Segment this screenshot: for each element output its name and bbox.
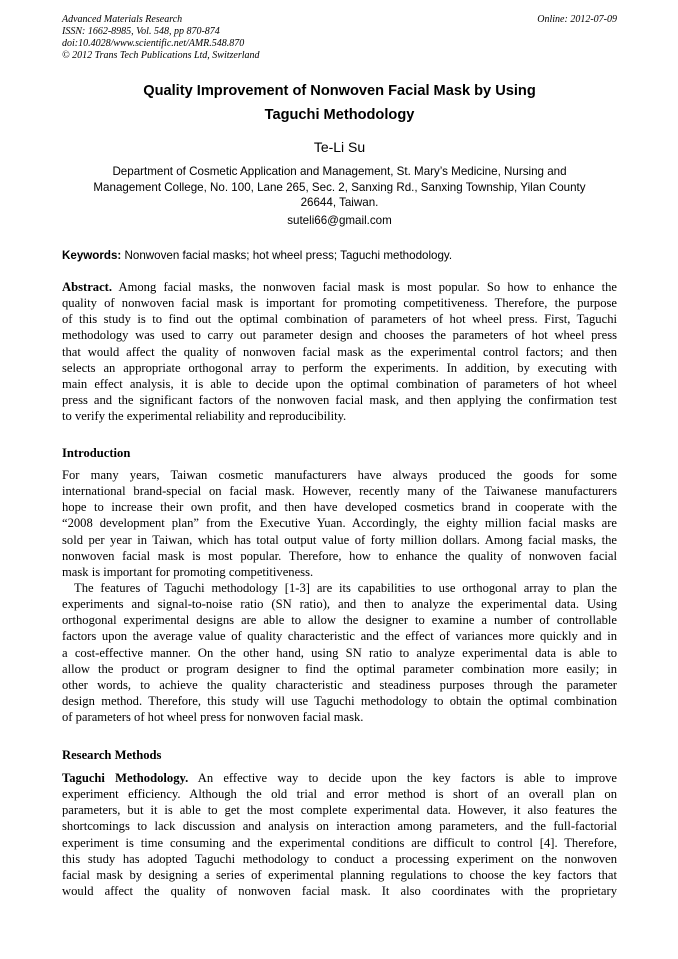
intro-line: “2008 development plan” from the Executive Yuan. Accordingly, the eighty million facial masks are bbox=[62, 516, 617, 531]
intro-line: mask is important for promoting competitiveness. bbox=[62, 564, 314, 579]
abstract-line: of this study is to find out the optimal combination of parameters of hot wheel press. First, Taguchi bbox=[62, 312, 617, 327]
title-line: Quality Improvement of Nonwoven Facial Mask by Using bbox=[143, 83, 536, 99]
intro-line: experiments and signal-to-noise ratio (SN ratio), and then to analyze the experimental data. Using bbox=[62, 597, 617, 612]
methods-line: this study has adopted Taguchi methodology to conduct a processing experiment on the nonwoven bbox=[62, 851, 617, 866]
intro-line: of parameters of hot wheel press for nonwoven facial mask. bbox=[62, 710, 364, 725]
intro-line: design method. Therefore, this study will use Taguchi methodology to obtain the optimal combination bbox=[62, 693, 617, 708]
abstract-line: to verify the experimental reliability and reproducibility. bbox=[62, 409, 347, 424]
abstract-line: that would affect the quality of nonwoven facial mask as the experimental control factors; and then bbox=[62, 344, 617, 359]
paper-author: Te-Li Su bbox=[313, 139, 366, 155]
affiliation-line: 26644, Taiwan. bbox=[300, 196, 379, 209]
methods-line: experiment is time consuming and the experimental conditions are difficult to control [4]. Therefore, bbox=[62, 835, 617, 850]
methods-line: An effective way to decide upon the key factors is able to improve bbox=[188, 771, 617, 785]
introduction-paragraph-2 bbox=[62, 580, 617, 725]
methods-paragraph bbox=[62, 770, 617, 899]
author-affiliation bbox=[62, 164, 617, 211]
methods-line: would affect the quality of nonwoven facial mask. It also coordinates with the proprietary bbox=[62, 883, 617, 898]
keywords-label: Keywords: bbox=[62, 249, 122, 262]
journal-copyright: © 2012 Trans Tech Publications Ltd, Switzerland bbox=[62, 50, 260, 61]
paper-title bbox=[62, 79, 617, 127]
intro-line: hope to increase their own profit, and then have developed cosmetics brand in cooperate with the bbox=[62, 500, 617, 515]
section-heading-research-methods: Research Methods bbox=[62, 748, 162, 762]
abstract-line: selects an appropriate orthogonal array to perform the experiments. In addition, by executing with bbox=[62, 360, 617, 375]
methods-line: experiment efficiency. Although the old trial and error method is short of an overall plan on bbox=[62, 787, 617, 802]
intro-line: nonwoven facial mask is most popular. Therefore, how to enhance the quality of nonwoven facial bbox=[62, 548, 617, 563]
methods-line: parameters, but it is able to get the most complete experimental data. However, it also features the bbox=[62, 803, 617, 818]
abstract-label: Abstract. bbox=[62, 280, 113, 294]
intro-line: The features of Taguchi methodology [1-3] are its capabilities to use orthogonal array to plan the bbox=[74, 581, 617, 595]
methods-label: Taguchi Methodology. bbox=[62, 771, 189, 785]
intro-line: international brand-special on facial mask. However, recently many of the Taiwanese manufacturers bbox=[62, 484, 617, 499]
journal-header bbox=[62, 14, 617, 62]
author-email: suteli66@gmail.com bbox=[287, 214, 392, 227]
intro-line: factors upon the average value of quality characteristic and the effect of variances more quickly and in bbox=[62, 629, 617, 644]
abstract bbox=[62, 279, 617, 424]
keywords bbox=[62, 249, 617, 262]
intro-line: a cost-effective manner. On the other hand, using SN ratio to analyze experimental data is able to bbox=[62, 645, 617, 660]
journal-doi: doi:10.4028/www.scientific.net/AMR.548.870 bbox=[62, 38, 245, 49]
abstract-line: Among facial masks, the nonwoven facial mask is most popular. So how to enhance the bbox=[112, 280, 617, 294]
abstract-line: methodology was used to carry out parameter design and chooses the parameters of hot wheel press bbox=[62, 328, 617, 343]
journal-issn: ISSN: 1662-8985, Vol. 548, pp 870-874 bbox=[62, 26, 220, 37]
intro-line: other words, to achieve the quality characteristic and steadiness purposes through the parameter bbox=[62, 677, 617, 692]
affiliation-line: Department of Cosmetic Application and Management, St. Mary’s Medicine, Nursing and bbox=[112, 165, 567, 178]
intro-line: For many years, Taiwan cosmetic manufacturers have always produced the goods for some bbox=[62, 468, 617, 482]
keywords-text: Nonwoven facial masks; hot wheel press; Taguchi methodology. bbox=[121, 249, 453, 262]
methods-line: facial mask by designing a series of experimental planning regulations to choose the key factors that bbox=[62, 867, 617, 882]
journal-name: Advanced Materials Research bbox=[62, 14, 183, 25]
abstract-line: press and the significant factors of the nonwoven facial mask, and then applying the confirmation test bbox=[62, 392, 617, 407]
affiliation-line: Management College, No. 100, Lane 265, Sec. 2, Sanxing Rd., Sanxing Township, Yilan County bbox=[93, 180, 586, 194]
abstract-line: main effect analysis, it is able to decide upon the optimal combination of parameters of hot wheel bbox=[62, 376, 617, 391]
abstract-line: quality of nonwoven facial mask is important for promoting competitiveness. Therefore, the purpose bbox=[62, 296, 617, 311]
online-date: Online: 2012-07-09 bbox=[537, 14, 617, 25]
intro-line: sold per year in Taiwan, which has total output value of forty million dollars. Among facial masks, the bbox=[62, 532, 617, 547]
title-line: Taguchi Methodology bbox=[264, 107, 415, 123]
section-heading-introduction: Introduction bbox=[62, 446, 131, 460]
methods-line: shortcomings to lack discussion and analysis on interaction among parameters, and the full-factorial bbox=[62, 819, 617, 834]
intro-line: orthogonal experimental designs are able to allow the designer to examine a number of controllable bbox=[62, 613, 617, 628]
intro-line: allow the product or program designer to find the optimal parameter combination more easily; in bbox=[62, 661, 617, 676]
introduction-paragraph-1 bbox=[62, 467, 617, 580]
